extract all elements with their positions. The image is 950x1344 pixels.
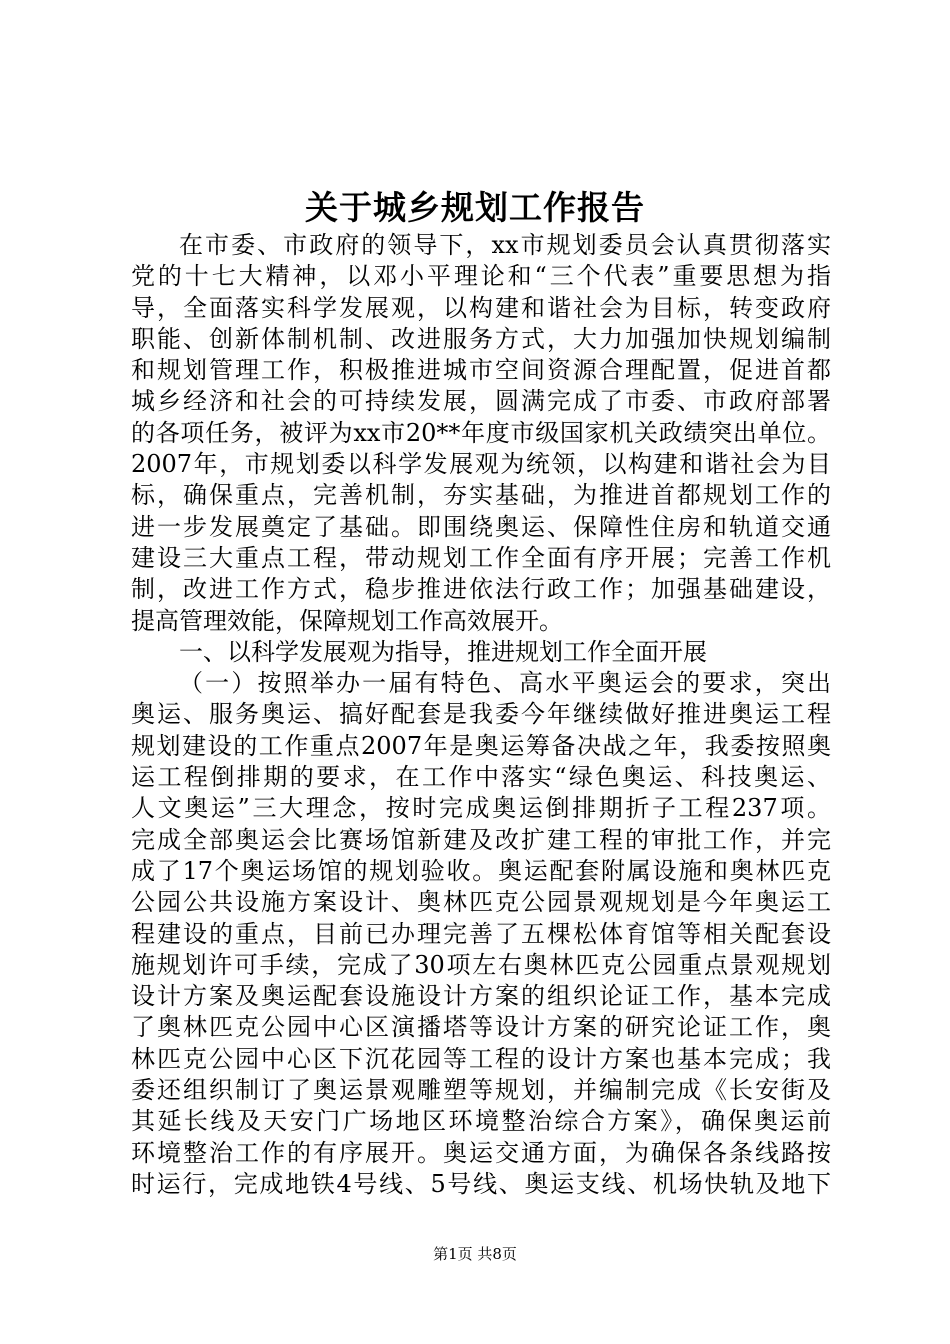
text-line: 运工程倒排期的要求，在工作中落实“绿色奥运、科技奥运、 xyxy=(131,763,831,792)
text-line: 公园公共设施方案设计、奥林匹克公园景观规划是今年奥运工 xyxy=(131,888,831,917)
text-line: 2007年，市规划委以科学发展观为统领，以构建和谐社会为目 xyxy=(131,450,831,479)
text-line: 一、以科学发展观为指导，推进规划工作全面开展 xyxy=(179,637,707,666)
text-line: （一）按照举办一届有特色、高水平奥运会的要求，突出 xyxy=(179,669,831,698)
text-line: 提高管理效能，保障规划工作高效展开。 xyxy=(131,606,563,635)
text-line: 在市委、市政府的领导下，xx市规划委员会认真贯彻落实 xyxy=(179,231,831,259)
text-line: 成了17个奥运场馆的规划验收。奥运配套附属设施和奥林匹克 xyxy=(131,856,831,885)
text-line: 建设三大重点工程，带动规划工作全面有序开展；完善工作机 xyxy=(131,543,831,572)
text-line: 时运行，完成地铁4号线、5号线、奥运支线、机场快轨及地下 xyxy=(131,1169,831,1198)
text-line: 城乡经济和社会的可持续发展，圆满完成了市委、市政府部署 xyxy=(131,387,831,416)
text-line: 完成全部奥运会比赛场馆新建及改扩建工程的审批工作，并完 xyxy=(131,825,831,854)
text-line: 委还组织制订了奥运景观雕塑等规划，并编制完成《长安街及 xyxy=(131,1076,831,1105)
text-line: 设计方案及奥运配套设施设计方案的组织论证工作，基本完成 xyxy=(131,982,831,1011)
text-line: 规划建设的工作重点2007年是奥运筹备决战之年，我委按照奥 xyxy=(131,731,831,760)
text-line: 施规划许可手续，完成了30项左右奥林匹克公园重点景观规划 xyxy=(131,950,831,979)
text-line: 林匹克公园中心区下沉花园等工程的设计方案也基本完成；我 xyxy=(131,1044,831,1073)
text-line: 制，改进工作方式，稳步推进依法行政工作；加强基础建设， xyxy=(131,575,831,604)
text-line: 其延长线及天安门广场地区环境整治综合方案》，确保奥运前 xyxy=(131,1107,831,1136)
page-footer: 第1页 共8页 xyxy=(433,1245,517,1263)
text-line: 和规划管理工作，积极推进城市空间资源合理配置，促进首都 xyxy=(131,356,831,385)
text-line: 党的十七大精神，以邓小平理论和“三个代表”重要思想为指 xyxy=(131,262,831,291)
text-line: 职能、创新体制机制、改进服务方式，大力加强加快规划编制 xyxy=(131,324,831,353)
document-title: 关于城乡规划工作报告 xyxy=(305,188,645,227)
text-line: 标，确保重点，完善机制，夯实基础，为推进首都规划工作的 xyxy=(131,481,831,510)
document-body xyxy=(131,230,831,1200)
text-line: 导，全面落实科学发展观，以构建和谐社会为目标，转变政府 xyxy=(131,293,831,322)
text-line: 了奥林匹克公园中心区演播塔等设计方案的研究论证工作，奥 xyxy=(131,1013,831,1042)
text-line: 奥运、服务奥运、搞好配套是我委今年继续做好推进奥运工程 xyxy=(131,700,831,729)
text-line: 进一步发展奠定了基础。即围绕奥运、保障性住房和轨道交通 xyxy=(131,512,831,541)
text-line: 程建设的重点，目前已办理完善了五棵松体育馆等相关配套设 xyxy=(131,919,831,948)
text-line: 人文奥运”三大理念，按时完成奥运倒排期折子工程237项。 xyxy=(131,794,831,823)
text-line: 环境整治工作的有序展开。奥运交通方面，为确保各条线路按 xyxy=(131,1138,831,1167)
text-line: 的各项任务，被评为xx市20**年度市级国家机关政绩突出单位。 xyxy=(131,418,831,447)
